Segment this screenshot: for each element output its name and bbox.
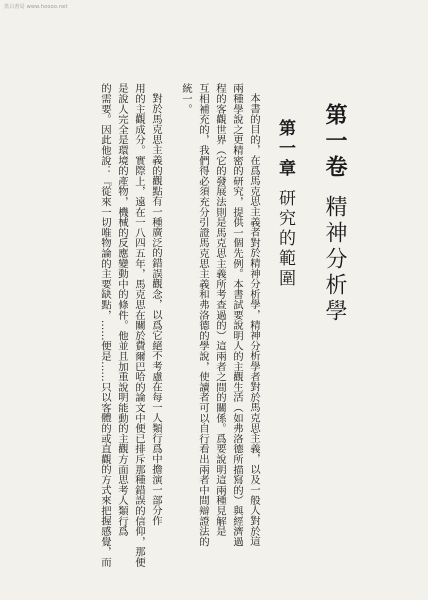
paragraph1-line: 統一。 — [180, 83, 192, 114]
paragraph2-line: 的需要。因此他說：『從來一切唯物論的主要缺點，……便是……只以客體的或直觀的方式來把握感覺，而 — [99, 83, 111, 568]
paragraph2-line: 對於馬克思主義的觀點有一種廣泛的錯誤觀念，以爲它絕不考慮在每一人類行爲中擔演一部分作 — [150, 93, 162, 526]
paragraph2-line: 用的主觀成分。實際上，遠在一八四五年，馬克思在關於費爾巴哈的論文中便已排斥那種錯誤的信仰，那便 — [133, 83, 145, 568]
chapter-label: 第一章 — [275, 119, 295, 179]
watermark-text: 黑白書局 www.hoooo.net — [4, 4, 68, 10]
part-heading — [319, 103, 350, 325]
part-label: 第一卷 — [322, 103, 347, 181]
paragraph1-line: 本書的目的，在爲馬克思主義者對於精神分析學，精神分析學者對於馬克思主義，以及一般人對於這 — [248, 93, 260, 547]
paragraph2-line: 是說人完全是環境的產物，機械的反應變動中的條件。他並且加重說明能動的主觀方面思考人類行爲 — [116, 83, 128, 537]
chapter-title: 研究的範圍 — [275, 189, 295, 289]
paragraph1-line: 兩種學說之更精密的研究，提供一個先例。本書試要說明人的主觀生活（如弗洛德所描寫的）與經濟過 — [231, 83, 243, 547]
part-title: 精神分析學 — [322, 195, 347, 325]
chapter-heading — [273, 119, 298, 289]
paragraph1-line: 程的客觀世界（它的發展法則是馬克思主義所考查過的）這兩者之間的關係。爲要說明這兩種見解是 — [214, 83, 226, 537]
paragraph1-line: 互相補充的，我們得必須充分引證馬克思主義和弗洛德的學說，使讀者可以自行看出兩者中間辯證法的 — [197, 83, 209, 547]
